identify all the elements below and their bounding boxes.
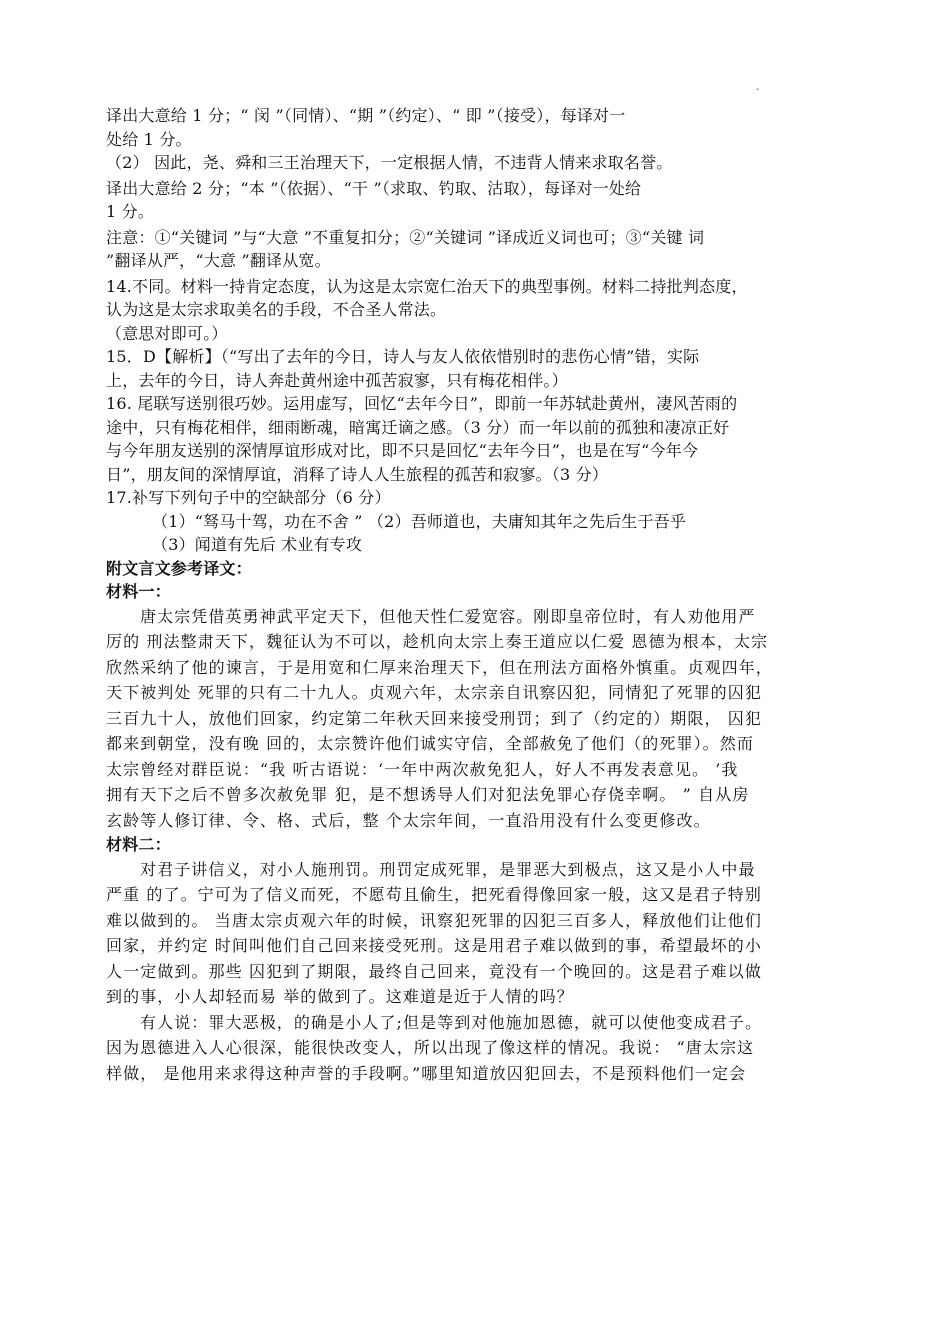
material-one-text (106, 604, 844, 834)
translation-line: 太宗曾经对群臣说：“我 听古语说：‘一年中两次赦免犯人，好人不再发表意见。 ’我 (106, 759, 739, 779)
page-mark: - (756, 84, 760, 95)
translation-line: 厉的 刑法整肃天下，魏征认为不可以，趁机向太宗上奏王道应以仁爱 恩德为根本，太宗 (106, 632, 769, 651)
translation-line: 难以做到的。 当唐太宗贞观六年的时候，讯察犯死罪的囚犯三百多人，释放他们让他们 (106, 910, 762, 930)
answer-line: 1 分。 (106, 202, 155, 221)
answer-line: 16. 尾联写送别很巧妙。运用虚写，回忆“去年今日”，即前一年苏轼赴黄州，凄风苦雨的 (106, 394, 738, 413)
translation-line: 三百九十人，放他们回家，约定第二年秋天回来接受刑罚；到了（约定的）期限， 囚犯 (106, 708, 762, 728)
answer-line: 途中，只有梅花相伴，细雨断魂，暗寓迁谪之感。（3 分）而一年以前的孤独和凄凉正好 (106, 417, 730, 437)
translation-line: 到的事，小人却轻而易 举的做到了。这难道是近于人情的吗？ (106, 987, 574, 1006)
material-two-text (106, 857, 844, 1087)
translation-line: 拥有天下之后不曾多次赦免罪 犯，是不想诱导人们对犯法免罪心存侥幸啊。 ” 自从房 (106, 785, 750, 804)
translation-line: 有人说：罪大恶极，的确是小人了;但是等到对他施加恩德，就可以使他变成君子。 (140, 1012, 763, 1032)
answer-line: 15．D【解析】（“写出了去年的今日，诗人与友人依依惜别时的悲伤心情”错，实际 (106, 347, 700, 366)
translation-line: 回家，并约定 时间叫他们自己回来接受死刑。这是用君子难以做到的事，希望最坏的小 (106, 936, 762, 955)
material-one-title: 材料一： (106, 582, 171, 601)
translation-line: 因为恩德进入人心很深，能很快改变人，所以出现了像这样的情况。我说： “唐太宗这 (106, 1038, 755, 1057)
answer-line: 日”，朋友间的深情厚谊，消释了诗人人生旅程的孤苦和寂寥。（3 分） (106, 464, 609, 484)
answer-line: 注意：①“关键词 ”与“大意 ”不重复扣分；②“关键词 ”译成近义词也可；③“关键 词 (106, 227, 705, 247)
translation-line: 对君子讲信义，对小人施刑罚。刑罚定成死罪，是罪恶大到极点，这又是小人中最 (140, 859, 756, 879)
answer-line: （意思对即可。） (106, 323, 228, 343)
translation-line: 都来到朝堂，没有晚 回的，太宗赞许他们诚实守信，全部赦免了他们（的死罪）。然而 (106, 734, 754, 753)
translation-line: 样做， 是他用来求得这种声誉的手段啊。”哪里知道放囚犯回去，不是预料他们一定会 (106, 1063, 747, 1083)
translation-line: 天下被判处 死罪的只有二十九人。贞观六年，太宗亲自讯察囚犯，同情犯了死罪的囚犯 (106, 683, 762, 702)
document-body (106, 104, 844, 1086)
answer-line: （2） 因此，尧、舜和三王治理天下，一定根据人情，不违背人情来求取名誉。 (106, 153, 673, 172)
answer-line: 认为这是太宗求取美名的手段，不合圣人常法。 (106, 300, 447, 319)
answer-line: 与今年朋友送别的深情厚谊形成对比，即不只是回忆“去年今日”，也是在写“今年今 (106, 441, 699, 460)
translation-line: 欣然采纳了他的谏言，于是用宽和仁厚来治理天下，但在刑法方面格外慎重。贞观四年， (106, 657, 773, 677)
translation-line: 严重 的了。宁可为了信义而死，不愿苟且偷生，把死看得像回家一般，这又是君子特别 (106, 885, 762, 904)
answer-line: 译出大意给 2 分；“本 ”（依据）、“干 ”（求取、钓取、沽取），每译对一处给 (106, 178, 642, 198)
translation-line: 唐太宗凭借英勇神武平定天下，但他天性仁爱宽容。刚即皇帝位时，有人劝他用严 (140, 606, 756, 626)
material-two-title: 材料二： (106, 835, 171, 854)
answer-line: 上，去年的今日，诗人奔赴黄州途中孤苦寂寥，只有梅花相伴。） (106, 370, 568, 390)
translation-line: 人一定做到。那些 囚犯到了期限，最终自己回来，竟没有一个晚回的。这是君子难以做 (106, 961, 762, 981)
answer-line: 14.不同。材料一持肯定态度，认为这是太宗宽仁治天下的典型事例。材料二持批判态度， (106, 276, 748, 296)
answer-line: 译出大意给 1 分；“ 闵 ”（同情）、“期 ”（约定）、“ 即 ”（接受），每译对一 (106, 106, 626, 125)
answer-line: 17.补写下列句子中的空缺部分（6 分） (106, 488, 391, 507)
answer-line: 处给 1 分。 (106, 129, 192, 149)
answer-line: （1）“驽马十驾，功在不舍 ” （2）吾师道也，夫庸知其年之先后生于吾乎 (152, 511, 687, 531)
answer-line: （3）闻道有先后 术业有专攻 (152, 535, 363, 554)
translation-line: 玄龄等人修订律、令、格、式后，整 个太宗年间，一直沿用没有什么变更修改。 (106, 810, 711, 830)
answer-line: ”翻译从严，“大意 ”翻译从宽。 (106, 251, 331, 270)
translation-heading: 附文言文参考译文： (106, 558, 252, 578)
